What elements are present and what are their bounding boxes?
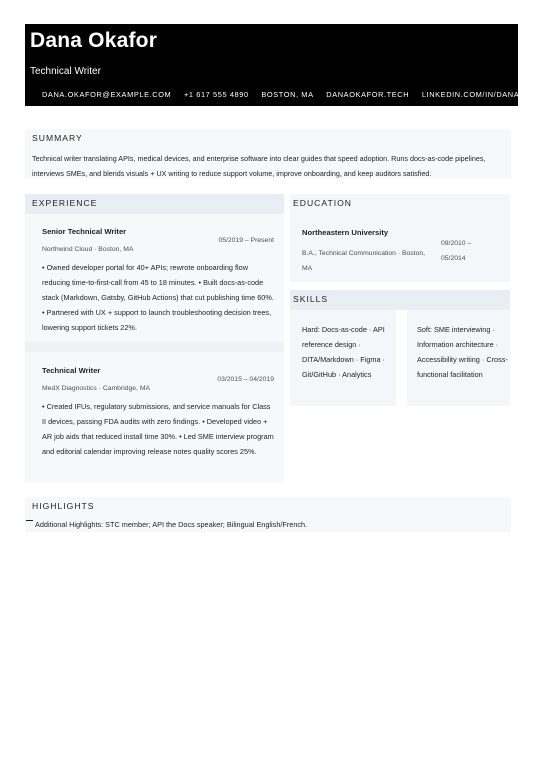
school-name: Northeastern University: [302, 228, 389, 237]
highlights-text: Additional Highlights: STC member; API the Docs speaker; Bilingual English/French.: [35, 520, 308, 529]
job-divider: [25, 342, 284, 352]
skills-header: [290, 290, 510, 310]
contact-line: [42, 90, 557, 99]
job-dates: 03/2015 – 04/2019: [217, 376, 274, 383]
contact-phone: +1 617 555 4890: [183, 90, 249, 99]
job-bullets: • Owned developer portal for 40+ APIs; rewrote onboarding flow reducing time-to-first-call from 45 to 18 minutes. • Built docs-as-code stack (Markdown, Gatsby, GitHub Actions) that cut publishing time 60%. • Partnered with UX + support to launch troubleshooting decision trees, lowering support tickets 22%.: [42, 263, 274, 332]
contact-location: BOSTON, MA: [261, 90, 314, 99]
experience-section: [25, 214, 284, 482]
contact-linkedin[interactable]: LINKEDIN.COM/IN/DANA-OKAFOR: [421, 90, 557, 99]
contact-email[interactable]: DANA.OKAFOR@EXAMPLE.COM: [42, 90, 172, 99]
soft-skills-text: Soft: SME interviewing · Information architecture · Accessibility writing · Cross-functional facilitation: [417, 325, 508, 379]
hard-skills-text: Hard: Docs-as-code · API reference design · DITA/Markdown · Figma · Git/GitHub · Analytics: [302, 325, 385, 379]
candidate-name: Dana Okafor: [30, 29, 158, 52]
candidate-title: Technical Writer: [30, 66, 101, 77]
dash-icon: [26, 520, 33, 521]
highlights-header: [25, 497, 511, 517]
highlights-title: HIGHLIGHTS: [32, 501, 95, 511]
experience-header: [25, 194, 284, 214]
job-bullets: • Created IFUs, regulatory submissions, and service manuals for Class II devices, passing FDA audits with zero findings. • Developed video + AR job aids that reduced install time 30%. • Led SME interview program and editorial calendar improving release notes quality scores 25%.: [42, 402, 274, 456]
education-title: EDUCATION: [293, 198, 352, 208]
education-section: [290, 214, 510, 282]
soft-skills-column: [407, 310, 510, 406]
job-company: MedX Diagnostics · Cambridge, MA: [42, 385, 151, 392]
resume-header: [25, 24, 557, 106]
job-dates: 05/2019 – Present: [218, 237, 274, 244]
job-role: Senior Technical Writer: [42, 227, 127, 236]
job-company: Northwind Cloud · Boston, MA: [42, 246, 134, 253]
degree-text: B.A., Technical Communication · Boston, MA: [302, 250, 426, 272]
education-header: [290, 194, 510, 214]
highlights-item: [25, 517, 511, 532]
summary-title: SUMMARY: [32, 133, 83, 143]
summary-section: [25, 129, 511, 178]
summary-text: Technical writer translating APIs, medical devices, and enterprise software into clear guides that speed adoption. Runs docs-as-code pipelines, interviews SMEs, and blends visuals + UX writing to reduce support volume, improve onboarding, and keep auditors satisfied.: [32, 154, 486, 178]
job-role: Technical Writer: [42, 366, 101, 375]
contact-website[interactable]: DANAOKAFOR.TECH: [326, 90, 410, 99]
hard-skills-column: [290, 310, 396, 406]
education-dates: 09/2010 – 05/2014: [441, 240, 472, 262]
experience-title: EXPERIENCE: [32, 198, 98, 208]
skills-title: SKILLS: [293, 294, 329, 304]
